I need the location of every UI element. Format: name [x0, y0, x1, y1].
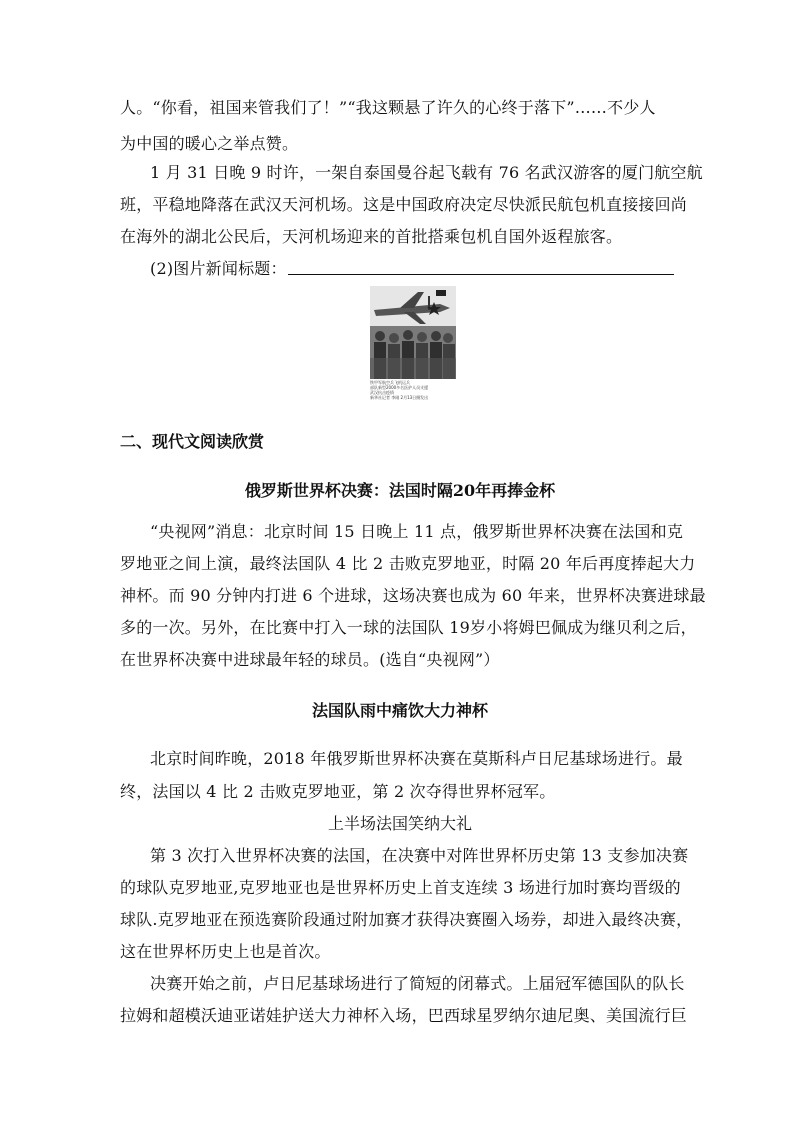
paragraph-line: 终，法国以 4 比 2 击败克罗地亚，第 2 次夺得世界杯冠军。: [120, 782, 556, 801]
paragraph-line: 拉姆和超模沃迪亚诺娃护送大力神杯入场，巴西球星罗纳尔迪尼奥、美国流行巨: [120, 1006, 688, 1025]
news-photo: [370, 286, 456, 379]
paragraph-line: 神杯。而 90 分钟内打进 6 个进球，这场决赛也成为 60 年来，世界杯决赛进球最: [120, 586, 706, 605]
paragraph-line: 1 月 31 日晚 9 时许，一架自泰国曼谷起飞载有 76 名武汉游客的厦门航空航: [150, 163, 703, 182]
paragraph-line: “央视网”消息：北京时间 15 日晚上 11 点，俄罗斯世界杯决赛在法国和克: [150, 522, 684, 541]
article-title: 俄罗斯世界杯决赛：法国时隔20年再捧金杯: [244, 481, 556, 500]
paragraph-line: 在世界杯决赛中进球最年轻的球员。(选自“央视网”）: [120, 650, 500, 669]
paragraph-line: 班，平稳地降落在武汉天河机场。这是中国政府决定尽快派民航包机直接接回尚: [120, 195, 688, 214]
paragraph-line: 的球队克罗地亚,克罗地亚也是世界杯历史上首支连续 3 场进行加时赛均晋级的: [120, 878, 681, 897]
caption-line: 铁甲军航空兵飞机运兵: [370, 380, 410, 385]
paragraph-line: 人。“你看，祖国来管我们了！”“我这颗悬了许久的心终于落下”……不少人: [120, 98, 656, 117]
paragraph-line: 多的一次。另外，在比赛中打入一球的法国队 19岁小将姆巴佩成为继贝利之后，: [120, 618, 697, 637]
paragraph-line: 第 3 次打入世界杯决赛的法国，在决赛中对阵世界杯历史第 13 支参加决赛: [150, 846, 689, 865]
article-subheading: 上半场法国笑纳大礼: [327, 814, 472, 833]
question-label: (2)图片新闻标题：: [150, 259, 287, 278]
answer-blank-line[interactable]: [288, 274, 674, 275]
paragraph-line: 决赛开始之前，卢日尼基球场进行了简短的闭幕式。上届冠军德国队的队长: [150, 974, 685, 993]
paragraph-line: 为中国的暖心之举点赞。: [120, 134, 299, 153]
news-photo-image: [370, 286, 456, 379]
photo-caption: [370, 380, 460, 400]
caption-line: 部队新型2000多名医护人员支援: [370, 385, 429, 390]
paragraph-line: 这在世界杯历史上也是首次。: [120, 942, 331, 961]
paragraph-line: 罗地亚之间上演，最终法国队 4 比 2 击败克罗地亚，时隔 20 年后再度捧起大力: [120, 554, 696, 573]
caption-line: 新华社记者 李刚 2月13日摄发出: [370, 395, 429, 400]
article-title: 法国队雨中痛饮大力神杯: [311, 701, 488, 720]
paragraph-line: 球队.克罗地亚在预选赛阶段通过附加赛才获得决赛圈入场券，却进入最终决赛，: [120, 910, 693, 929]
section-heading: 二、现代文阅读欣赏: [120, 432, 265, 451]
paragraph-line: 在海外的湖北公民后，天河机场迎来的首批搭乘包机自国外返程旅客。: [120, 227, 623, 246]
caption-line: 武汉抗击疫情: [370, 390, 394, 395]
paragraph-line: 北京时间昨晚，2018 年俄罗斯世界杯决赛在莫斯科卢日尼基球场进行。最: [150, 749, 683, 768]
